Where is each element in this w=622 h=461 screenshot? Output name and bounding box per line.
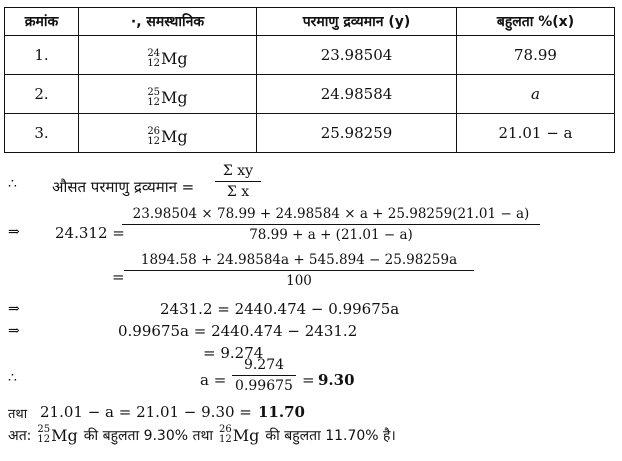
result-a: 9.30 xyxy=(318,371,355,389)
fraction-denominator: 0.99675 xyxy=(235,378,293,394)
row-serial: 1. xyxy=(5,36,79,75)
therefore-symbol: ∴ xyxy=(8,176,17,192)
fraction-denominator: 78.99 + a + (21.01 − a) xyxy=(249,227,413,243)
row-abundance: a xyxy=(457,75,615,114)
atomic-number: 12 xyxy=(147,96,161,108)
conclusion-line xyxy=(8,425,396,445)
variable-a-lhs: a = xyxy=(200,371,227,389)
table-row xyxy=(5,114,615,153)
fraction-bar xyxy=(124,270,474,271)
equation-line: 0.99675a = 2440.474 − 2431.2 xyxy=(118,322,358,340)
row-isotope xyxy=(79,75,257,114)
header-atomic-mass: परमाणु द्रव्यमान (y) xyxy=(257,8,457,36)
avg-mass-label: औसत परमाणु द्रव्यमान = xyxy=(52,178,195,196)
mass-fraction-simplified xyxy=(124,252,474,289)
isotope-mg25 xyxy=(37,425,77,445)
mass-number: 25 xyxy=(147,86,161,98)
row-isotope xyxy=(79,36,257,75)
implies-symbol: ⇒ xyxy=(8,224,20,240)
fraction-denominator: 100 xyxy=(286,273,312,289)
therefore-symbol: ∴ xyxy=(8,370,17,386)
atomic-number: 12 xyxy=(37,434,51,445)
row-serial: 2. xyxy=(5,75,79,114)
row-serial: 3. xyxy=(5,114,79,153)
row-abundance: 78.99 xyxy=(457,36,615,75)
mass-number: 26 xyxy=(147,125,161,137)
element-symbol: Mg xyxy=(161,88,188,107)
element-symbol: Mg xyxy=(161,127,188,146)
word-and: तथा xyxy=(8,407,28,422)
mass-number: 24 xyxy=(147,47,161,59)
equation-line: = 9.274 xyxy=(203,344,264,362)
row-mass: 24.98584 xyxy=(257,75,457,114)
atomic-number: 12 xyxy=(219,434,232,445)
table-row xyxy=(5,75,615,114)
atomic-number: 12 xyxy=(147,57,161,69)
element-symbol: Mg xyxy=(51,425,78,445)
isotope-table xyxy=(4,7,615,153)
fraction-numerator: 1894.58 + 24.98584a + 545.894 − 25.98259a xyxy=(140,252,458,268)
atomic-number: 12 xyxy=(147,135,161,147)
a-fraction xyxy=(232,357,296,394)
fraction-numerator: 9.274 xyxy=(243,357,285,373)
implies-symbol: ⇒ xyxy=(8,301,20,317)
conclusion-end: की बहुलता 11.70% है। xyxy=(265,427,396,444)
table-header-row xyxy=(5,8,615,36)
header-serial: क्रमांक xyxy=(5,8,79,36)
fraction-bar xyxy=(122,224,540,225)
mass-fraction-expanded xyxy=(122,206,540,243)
fraction-numerator: Σ xy xyxy=(222,163,254,179)
table-row xyxy=(5,36,615,75)
row-mass: 25.98259 xyxy=(257,114,457,153)
result-abundance: 11.70 xyxy=(258,403,305,421)
row-isotope xyxy=(79,114,257,153)
row-abundance: 21.01 − a xyxy=(457,114,615,153)
fraction-denominator: Σ x xyxy=(226,184,250,200)
mass-number: 25 xyxy=(37,424,51,435)
header-isotope: ·, समस्थानिक xyxy=(79,8,257,36)
equals-sign: = xyxy=(112,268,125,286)
isotope-mg26 xyxy=(219,425,259,445)
equals-sign: = xyxy=(302,371,315,389)
equation-lhs: 24.312 = xyxy=(55,224,125,242)
word-hence: अत: xyxy=(8,427,32,444)
row-mass: 23.98504 xyxy=(257,36,457,75)
equation-line: 2431.2 = 2440.474 − 0.99675a xyxy=(160,300,400,318)
avg-fraction xyxy=(215,163,261,200)
header-abundance: बहुलता %(x) xyxy=(457,8,615,36)
fraction-numerator: 23.98504 × 78.99 + 24.98584 × a + 25.98259(21.01 − a) xyxy=(132,206,530,222)
equation-line: 21.01 − a = 21.01 − 9.30 = xyxy=(40,403,252,421)
element-symbol: Mg xyxy=(232,425,260,445)
fraction-bar xyxy=(232,375,296,376)
element-symbol: Mg xyxy=(161,49,188,68)
mass-number: 26 xyxy=(219,424,232,435)
conclusion-mid: की बहुलता 9.30% तथा xyxy=(83,427,214,444)
fraction-bar xyxy=(215,181,261,182)
implies-symbol: ⇒ xyxy=(8,323,20,339)
